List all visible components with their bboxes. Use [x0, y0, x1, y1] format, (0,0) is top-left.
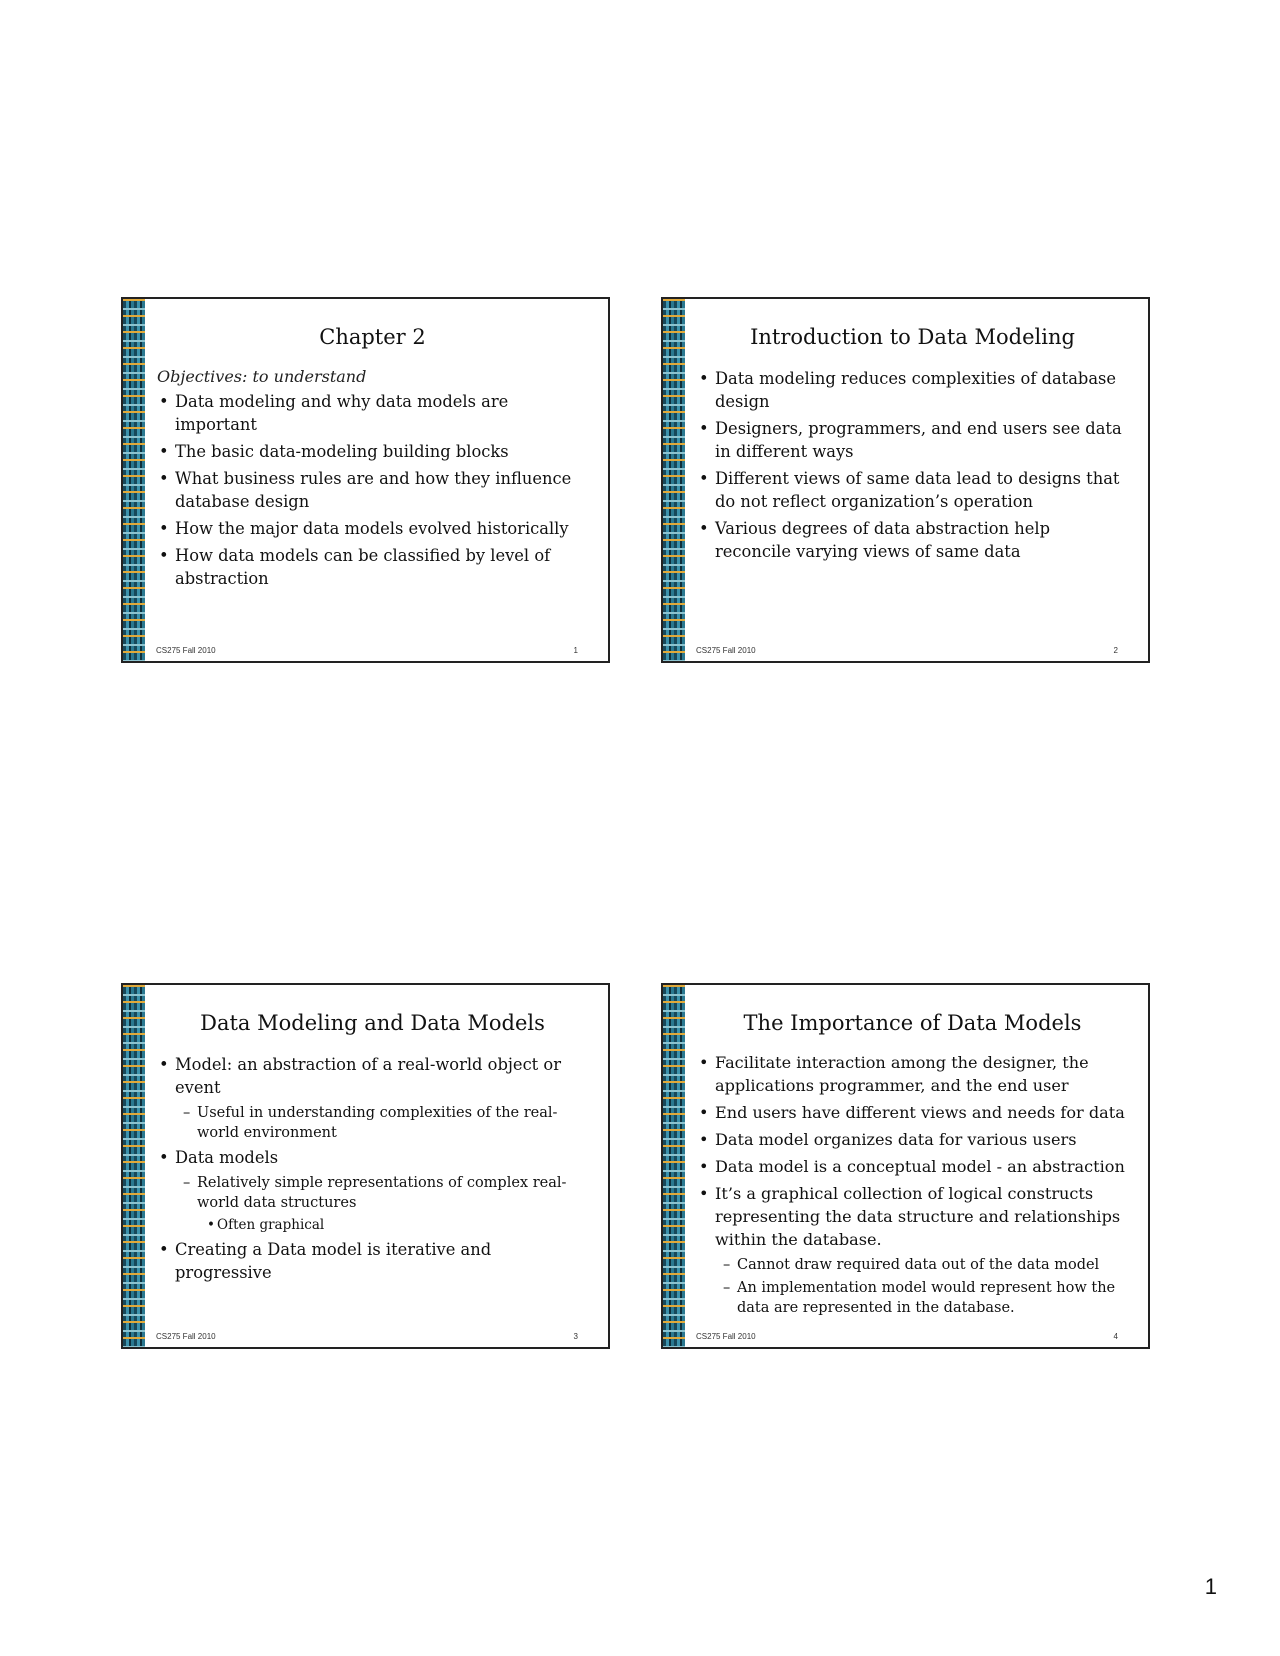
bullet-item: • The basic data-modeling building blocks	[157, 440, 588, 463]
slide-1	[121, 297, 610, 663]
footer-course: CS275 Fall 2010	[156, 646, 216, 655]
slide-number: 1	[573, 646, 578, 655]
footer-course: CS275 Fall 2010	[696, 646, 756, 655]
sub-sub-bullet-item: • Often graphical	[157, 1216, 588, 1235]
bullet-item: • Data model is a conceptual model - an abstraction	[697, 1155, 1128, 1178]
bullet-item: • Model: an abstraction of a real-world object or event	[157, 1053, 588, 1099]
bullet-item: • What business rules are and how they influence database design	[157, 467, 588, 513]
decorative-strip	[123, 985, 145, 1347]
bullet-item: • End users have different views and needs for data	[697, 1101, 1128, 1124]
bullet-list	[697, 1051, 1128, 1318]
sub-bullet-item: – Cannot draw required data out of the data model	[697, 1255, 1128, 1275]
sub-bullet-item: – An implementation model would represent how the data are represented in the database.	[697, 1278, 1128, 1318]
slide-4	[661, 983, 1150, 1349]
bullet-item: • Data model organizes data for various users	[697, 1128, 1128, 1151]
bullet-list	[157, 390, 588, 590]
bullet-item: • Different views of same data lead to designs that do not reflect organization’s operation	[697, 467, 1128, 513]
slide-title: Data Modeling and Data Models	[200, 1011, 545, 1035]
footer-course: CS275 Fall 2010	[156, 1332, 216, 1341]
bullet-list	[157, 1053, 588, 1284]
slide-title: Introduction to Data Modeling	[750, 325, 1075, 349]
slide-footer	[156, 1329, 578, 1341]
slide-content	[697, 325, 1128, 567]
bullet-item: • Various degrees of data abstraction help reconcile varying views of same data	[697, 517, 1128, 563]
bullet-item: • Data models	[157, 1146, 588, 1169]
bullet-item: • Data modeling reduces complexities of database design	[697, 367, 1128, 413]
bullet-item: • Creating a Data model is iterative and progressive	[157, 1238, 588, 1284]
slide-2	[661, 297, 1150, 663]
sub-bullet-item: – Relatively simple representations of complex real-world data structures	[157, 1173, 588, 1213]
decorative-strip	[123, 299, 145, 661]
slide-content	[157, 1011, 588, 1288]
bullet-item: • It’s a graphical collection of logical constructs representing the data structure and relationships within the database.	[697, 1182, 1128, 1251]
decorative-strip	[663, 985, 685, 1347]
slide-subtitle: Objectives: to understand	[157, 367, 367, 386]
slide-footer	[696, 1329, 1118, 1341]
bullet-item: • How the major data models evolved historically	[157, 517, 588, 540]
slide-title: Chapter 2	[319, 325, 426, 349]
slide-footer	[696, 643, 1118, 655]
sub-bullet-item: – Useful in understanding complexities of the real-world environment	[157, 1103, 588, 1143]
decorative-strip	[663, 299, 685, 661]
slide-number: 3	[573, 1332, 578, 1341]
slide-title: The Importance of Data Models	[743, 1011, 1082, 1035]
slide-3	[121, 983, 610, 1349]
bullet-item: • Data modeling and why data models are important	[157, 390, 588, 436]
bullet-item: • Designers, programmers, and end users see data in different ways	[697, 417, 1128, 463]
slide-content	[157, 325, 588, 594]
bullet-item: • How data models can be classified by level of abstraction	[157, 544, 588, 590]
slide-content	[697, 1011, 1128, 1321]
slide-footer	[156, 643, 578, 655]
slide-number: 4	[1113, 1332, 1118, 1341]
bullet-item: • Facilitate interaction among the designer, the applications programmer, and the end user	[697, 1051, 1128, 1097]
footer-course: CS275 Fall 2010	[696, 1332, 756, 1341]
slide-number: 2	[1113, 646, 1118, 655]
page-number: 1	[1204, 1574, 1217, 1599]
bullet-list	[697, 367, 1128, 563]
